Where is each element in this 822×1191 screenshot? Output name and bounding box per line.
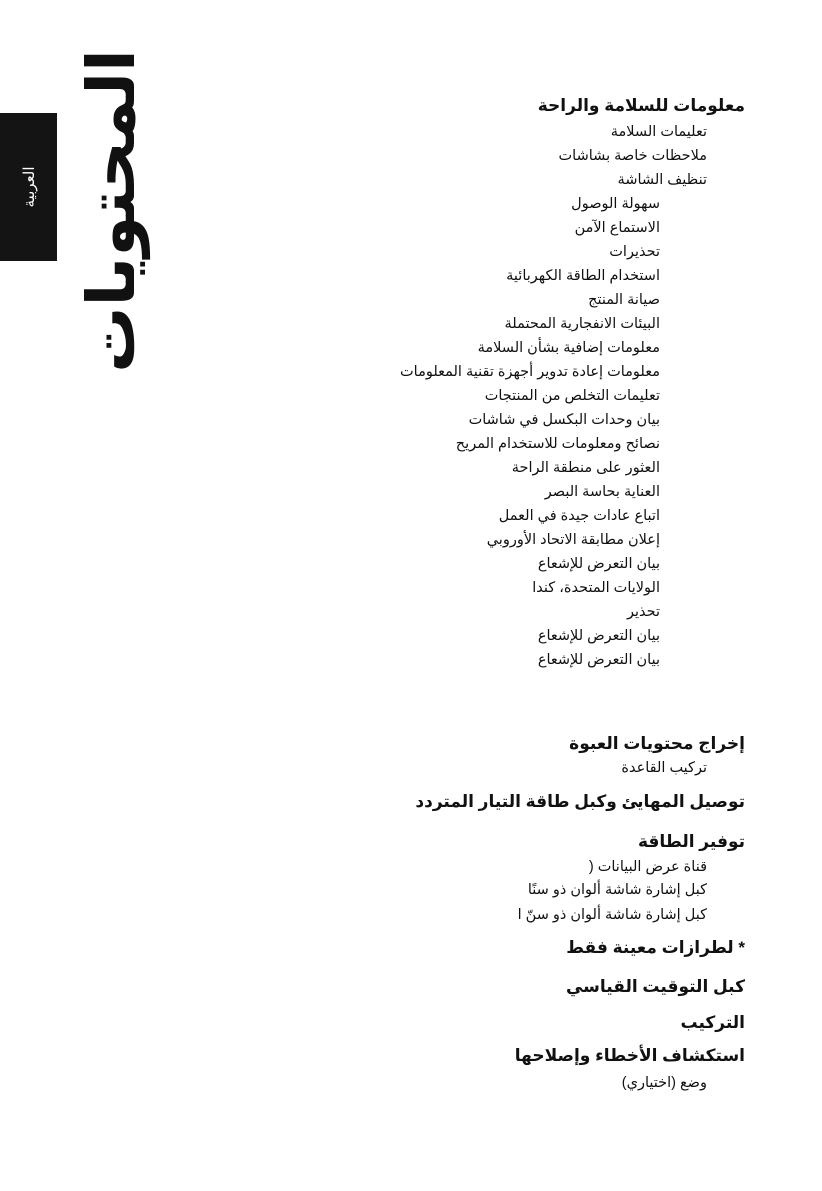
toc-item: تعليمات التخلص من المنتجات [484, 388, 660, 404]
toc-item: بيان التعرض للإشعاع [537, 556, 660, 572]
toc-heading-models: * لطرازات معينة فقط [566, 938, 745, 957]
toc-item: العناية بحاسة البصر [544, 484, 660, 500]
toc-heading-unpacking: إخراج محتويات العبوة [569, 734, 745, 753]
toc-heading-power: توصيل المهايئ وكبل طاقة التيار المتردد [415, 792, 745, 811]
toc-heading-safety: معلومات للسلامة والراحة [537, 96, 745, 115]
toc-item: تنظيف الشاشة [617, 172, 707, 188]
toc-item: الاستماع الآمن [574, 220, 660, 236]
toc-item: كبل إشارة شاشة ألوان ذو سنّ ا [517, 907, 707, 923]
toc-heading-timing: كبل التوقيت القياسي [565, 977, 745, 996]
toc-item: كبل إشارة شاشة ألوان ذو سنًا [527, 882, 707, 898]
toc-item: العثور على منطقة الراحة [511, 460, 660, 476]
toc-item: سهولة الوصول [571, 196, 660, 212]
toc-item: بيان وحدات البكسل في شاشات [468, 412, 660, 428]
toc-item: ملاحظات خاصة بشاشات [558, 148, 707, 164]
toc-item: صيانة المنتج [588, 292, 660, 308]
toc-item: إعلان مطابقة الاتحاد الأوروبي [486, 532, 660, 548]
toc-item: استخدام الطاقة الكهربائية [506, 268, 660, 284]
toc-item: قناة عرض البيانات ( [588, 859, 707, 875]
page-title: المحتويات [74, 49, 148, 373]
toc-item: تحذير [626, 604, 660, 620]
toc-item: تعليمات السلامة [610, 124, 707, 140]
toc-item: بيان التعرض للإشعاع [537, 652, 660, 668]
toc-item: البيئات الانفجارية المحتملة [504, 316, 660, 332]
toc-item: اتباع عادات جيدة في العمل [498, 508, 660, 524]
toc-item: نصائح ومعلومات للاستخدام المريح [455, 436, 660, 452]
toc-item: معلومات إعادة تدوير أجهزة تقنية المعلومات [400, 364, 660, 380]
toc-item: تحذيرات [609, 244, 660, 260]
toc-item: تركيب القاعدة [621, 760, 707, 776]
toc-item: الولايات المتحدة، كندا [532, 580, 660, 596]
toc-item: وضع (اختياري) [621, 1075, 707, 1091]
language-tab-label: العربية [20, 166, 38, 208]
toc-item: بيان التعرض للإشعاع [537, 628, 660, 644]
toc-heading-installation: التركيب [680, 1013, 745, 1032]
toc-item: معلومات إضافية بشأن السلامة [477, 340, 660, 356]
toc-heading-power-saving: توفير الطاقة [637, 832, 745, 851]
toc-heading-troubleshooting: استكشاف الأخطاء وإصلاحها [514, 1046, 745, 1065]
